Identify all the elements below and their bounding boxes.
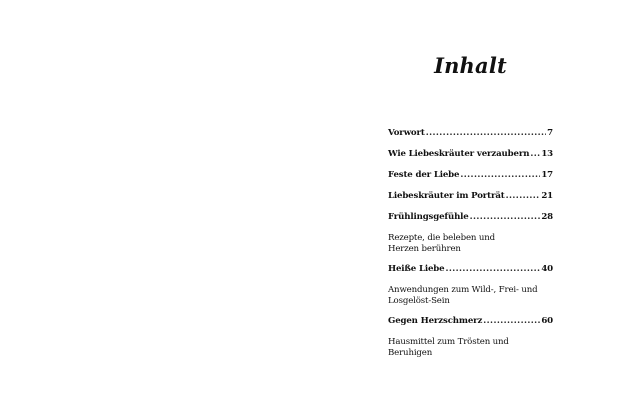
toc-page-number: 21	[541, 191, 553, 201]
toc-entry-fruehlingsgefuehle	[388, 212, 553, 223]
toc-subentry-line: Anwendungen zum Wild-, Frei- und	[388, 285, 538, 295]
toc-entry-heisse-liebe	[388, 264, 553, 275]
toc-entry-label: Gegen Herzschmerz	[388, 316, 483, 326]
dot-leader	[506, 191, 541, 202]
toc-page-number: 28	[541, 212, 553, 222]
dot-leader	[460, 170, 540, 181]
toc-entry-herzschmerz	[388, 316, 553, 327]
toc-entry-feste	[388, 170, 553, 181]
toc-entry-label: Frühlingsgefühle	[388, 212, 469, 222]
dot-leader	[483, 316, 540, 327]
table-of-contents	[388, 124, 553, 359]
toc-page-number: 60	[541, 316, 553, 326]
toc-entry-label: Liebeskräuter im Porträt	[388, 191, 505, 201]
toc-entry-label: Wie Liebeskräuter verzaubern	[388, 149, 530, 159]
dot-leader	[530, 149, 540, 160]
toc-subentry-line: Rezepte, die beleben und	[388, 233, 495, 243]
dot-leader	[445, 264, 540, 275]
toc-page-number: 7	[547, 128, 553, 138]
toc-page-number: 13	[541, 149, 553, 159]
toc-entry-label: Heiße Liebe	[388, 264, 445, 274]
toc-entry-portraet	[388, 191, 553, 202]
page-title: Inhalt	[434, 53, 507, 78]
dot-leader	[426, 128, 546, 139]
dot-leader	[470, 212, 541, 223]
toc-page-number: 17	[541, 170, 553, 180]
toc-entry-vorwort	[388, 128, 553, 139]
toc-page-number: 40	[541, 264, 553, 274]
toc-subentry-hausmittel	[388, 337, 553, 359]
toc-subentry-line: Hausmittel zum Trösten und Beruhigen	[388, 337, 509, 358]
toc-entry-verzaubern	[388, 149, 553, 160]
toc-entry-label: Feste der Liebe	[388, 170, 460, 180]
toc-subentry-anwendungen	[388, 285, 553, 307]
toc-entry-label: Vorwort	[388, 128, 425, 138]
toc-subentry-line: Herzen berühren	[388, 244, 461, 254]
toc-subentry-line: Losgelöst-Sein	[388, 296, 450, 306]
toc-subentry-rezepte	[388, 233, 553, 255]
